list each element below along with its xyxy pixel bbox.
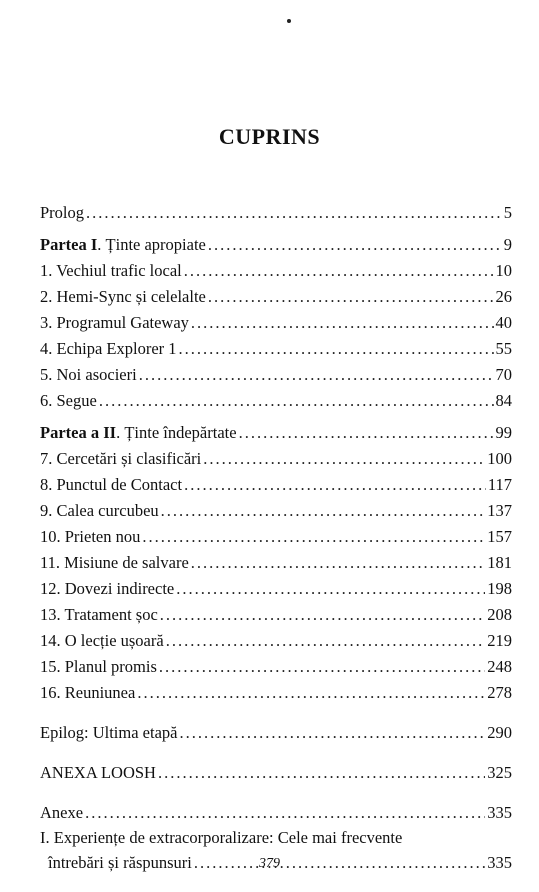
toc-label: 13. Tratament șoc: [40, 605, 158, 624]
toc-page: 335: [487, 853, 512, 872]
toc-page: 70: [495, 365, 512, 384]
toc-entry-chapter-6: [40, 388, 512, 414]
dot-leader: [158, 760, 485, 786]
toc-entry-chapter-10: [40, 524, 512, 550]
dot-leader: [159, 654, 485, 680]
toc-page: 55: [495, 339, 512, 358]
part-label: Partea a II: [40, 423, 117, 442]
dot-leader: [184, 472, 486, 498]
dot-leader: [160, 602, 485, 628]
dot-leader: [203, 446, 485, 472]
dot-leader: [139, 362, 494, 388]
dot-leader: [179, 720, 485, 746]
toc-page: 117: [487, 475, 512, 494]
toc-page: 198: [487, 579, 512, 598]
toc-entry-chapter-8: [40, 472, 512, 498]
toc-entry-anexe: [40, 800, 512, 826]
toc-page: 208: [487, 605, 512, 624]
toc-entry-chapter-4: [40, 336, 512, 362]
toc-entry-epilog: [40, 720, 512, 746]
toc-page: 290: [487, 723, 512, 742]
toc-entry-chapter-16: [40, 680, 512, 706]
toc-entry-chapter-13: [40, 602, 512, 628]
toc-entry-prolog: [40, 200, 512, 226]
toc-page: 40: [495, 313, 512, 332]
toc-label: 6. Segue: [40, 391, 97, 410]
toc-page: 26: [495, 287, 512, 306]
toc-entry-chapter-9: [40, 498, 512, 524]
toc-label: 14. O lecție ușoară: [40, 631, 164, 650]
toc-entry-chapter-7: [40, 446, 512, 472]
dot-leader: [208, 284, 494, 310]
dot-leader: [191, 310, 494, 336]
dot-leader: [99, 388, 494, 414]
dot-leader: [142, 524, 485, 550]
part-title: . Ținte apropiate: [97, 235, 206, 254]
toc-page: 278: [487, 683, 512, 702]
toc-entry-chapter-5: [40, 362, 512, 388]
toc-entry-chapter-15: [40, 654, 512, 680]
page-number: 379: [259, 856, 280, 871]
toc-label: 11. Misiune de salvare: [40, 553, 189, 572]
dot-leader: [137, 680, 485, 706]
toc-label: 3. Programul Gateway: [40, 313, 189, 332]
toc-label: 16. Reuniunea: [40, 683, 136, 702]
toc-page: 5: [503, 203, 512, 222]
toc-label: Epilog: Ultima etapă: [40, 723, 178, 742]
toc-page: 248: [487, 657, 512, 676]
toc-entry-anexa-loosh: [40, 760, 512, 786]
toc-entry-chapter-2: [40, 284, 512, 310]
toc-page: 99: [495, 423, 512, 442]
toc-entry-partea-2: [40, 420, 512, 446]
dot-leader: [179, 336, 494, 362]
dot-leader: [85, 800, 485, 826]
toc-page: 157: [487, 527, 512, 546]
dot-leader: [161, 498, 486, 524]
toc-page: 10: [495, 261, 512, 280]
toc-label: 9. Calea curcubeu: [40, 501, 159, 520]
page-title: CUPRINS: [218, 124, 321, 149]
part-label: Partea I: [40, 235, 98, 254]
toc-page: 181: [487, 553, 512, 572]
toc-label: [40, 232, 206, 258]
dot-leader: [166, 628, 486, 654]
dot-leader: [184, 258, 494, 284]
toc-label-line-2: întrebări și răspunsuri: [48, 853, 192, 872]
toc-label: 15. Planul promis: [40, 657, 157, 676]
toc-page: 219: [487, 631, 512, 650]
dot-leader: [176, 576, 485, 602]
dot-leader: [86, 200, 502, 226]
ink-mark: [287, 19, 291, 23]
dot-leader: [239, 420, 494, 446]
toc-entry-chapter-14: [40, 628, 512, 654]
toc-label: Prolog: [40, 203, 85, 222]
toc-label: [40, 420, 237, 446]
toc-label: 5. Noi asocieri: [40, 365, 137, 384]
toc-label: 1. Vechiul trafic local: [40, 261, 182, 280]
toc-page: 84: [495, 391, 512, 410]
toc-entry-chapter-1: [40, 258, 512, 284]
toc-entry-chapter-3: [40, 310, 512, 336]
toc-page: 335: [487, 803, 512, 822]
toc-entry-chapter-12: [40, 576, 512, 602]
toc-label: 2. Hemi-Sync și celelalte: [40, 287, 206, 306]
toc-label: 4. Echipa Explorer 1: [40, 339, 177, 358]
toc-entry-partea-1: [40, 232, 512, 258]
table-of-contents: [40, 200, 512, 876]
toc-page: 325: [487, 763, 512, 782]
toc-label: 10. Prieten nou: [40, 527, 141, 546]
toc-label-line-1: I. Experiențe de extracorporalizare: Cele mai frecvente: [40, 828, 403, 847]
toc-page: 137: [487, 501, 512, 520]
part-title: . Ținte îndepărtate: [116, 423, 237, 442]
toc-label: 8. Punctul de Contact: [40, 475, 183, 494]
dot-leader: [208, 232, 502, 258]
toc-label: 7. Cercetări și clasificări: [40, 449, 202, 468]
toc-label: Anexe: [40, 803, 84, 822]
toc-entry-chapter-11: [40, 550, 512, 576]
toc-label: ANEXA LOOSH: [40, 763, 156, 782]
toc-page: 9: [503, 235, 512, 254]
toc-page: 100: [487, 449, 512, 468]
toc-label: 12. Dovezi indirecte: [40, 579, 175, 598]
dot-leader: [191, 550, 485, 576]
